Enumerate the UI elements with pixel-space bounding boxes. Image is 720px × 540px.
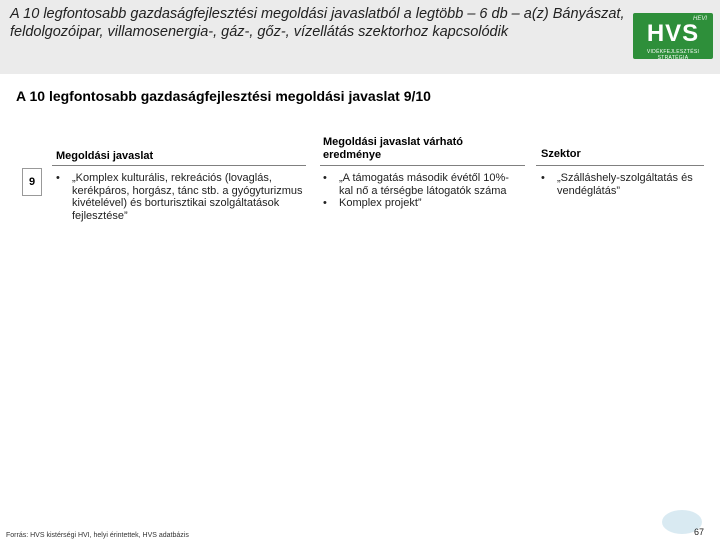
logo-main-text: HVS [646,20,700,47]
logo-top-text: HEVI [692,16,707,22]
column-divider-proposal [52,165,306,166]
result-item-2: • Komplex projekt” [323,197,523,210]
column-header-sector: Szektor [541,148,581,160]
proposal-item: • „Komplex kulturális, rekreációs (lovaglás, kerékpáros, horgász, tánc stb. a gyógyturizmus kivételével) és borturisztikai szolgáltatások fejlesztése” [56,172,304,222]
hvs-logo [633,13,713,59]
logo-sub-text: VIDÉKFEJLESZTÉSI STRATÉGIA [646,49,700,61]
column-header-result: Megoldási javaslat várható eredménye [323,136,463,161]
page-header-title: A 10 legfontosabb gazdaságfejlesztési megoldási javaslatból a legtöbb – 6 db – a(z) Bányászat, feldolgozóipar, villamosenergia-, gáz-, gőz-, vízellátás szektorhoz kapcsolódik [10,6,625,40]
column-header-proposal: Megoldási javaslat [56,150,154,162]
sector-cell [541,172,706,197]
column-divider-sector [536,165,704,166]
result-item-1: • „A támogatás második évétől 10%-kal nő a térségbe látogatók száma [323,172,523,197]
sector-item: • „Szálláshely-szolgáltatás és vendéglátás” [541,172,706,197]
page-number: 67 [694,527,705,537]
section-title: A 10 legfontosabb gazdaságfejlesztési megoldási javaslat 9/10 [16,88,431,104]
proposal-cell [56,172,304,222]
footer-source: Forrás: HVS kistérségi HVI, helyi érintettek, HVS adatbázis [6,532,189,539]
column-divider-result [320,165,525,166]
row-number: 9 [22,168,42,196]
header-bar [0,0,720,74]
result-cell [323,172,523,210]
